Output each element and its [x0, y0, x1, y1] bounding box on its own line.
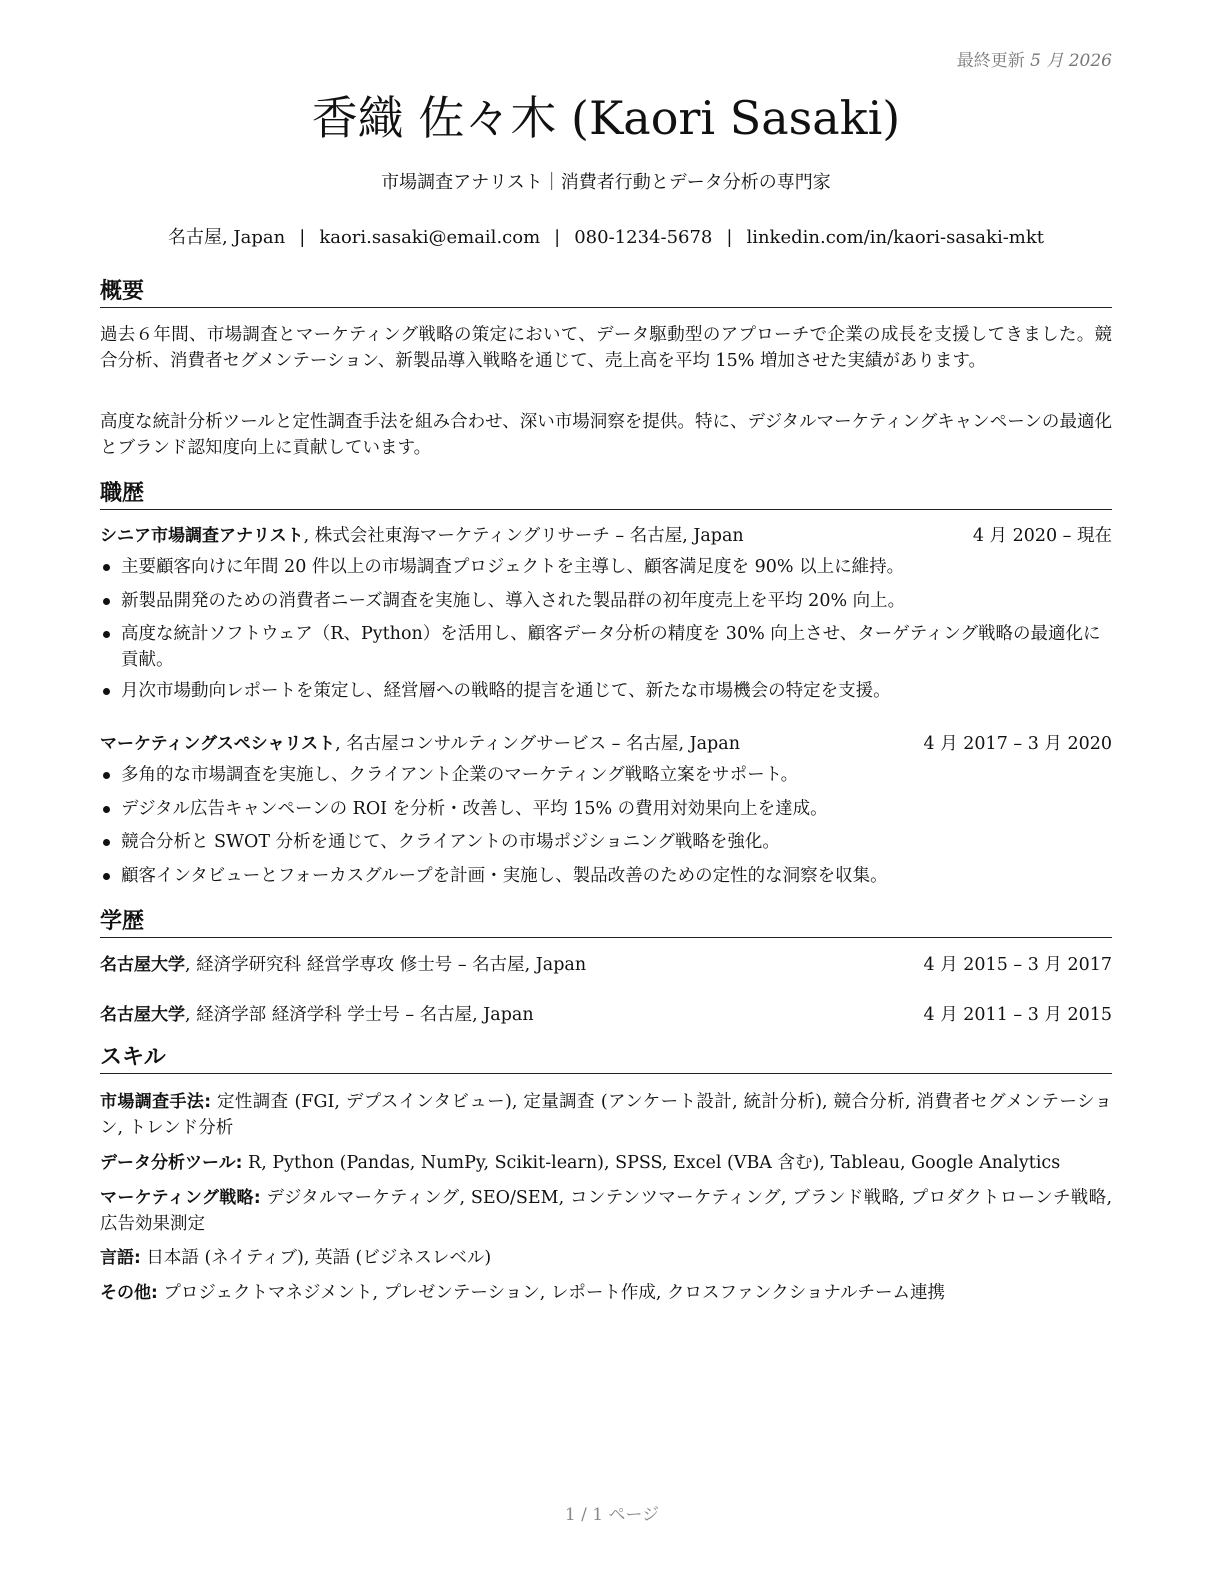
section-title-education: 学歴	[100, 908, 1112, 938]
bullet-text: 新製品開発のための消費者ニーズ調査を実施し、導入された製品群の初年度売上を平均 20% 向上。	[121, 591, 906, 611]
list-item	[100, 554, 1112, 580]
contact-separator: |	[554, 227, 561, 248]
contact-line	[100, 225, 1112, 251]
contact-email[interactable]: kaori.sasaki@email.com	[319, 227, 541, 248]
contact-phone[interactable]: 080-1234-5678	[574, 227, 713, 248]
contact-separator: |	[726, 227, 733, 248]
degree-detail: , 経済学部 経済学科 学士号 – 名古屋, Japan	[185, 1005, 534, 1025]
skill-value: R, Python (Pandas, NumPy, Scikit-learn), SPSS, Excel (VBA 含む), Tableau, Google Analytics	[242, 1153, 1061, 1173]
bullet-text: 主要顧客向けに年間 20 件以上の市場調査プロジェクトを主導し、顧客満足度を 90% 以上に維持。	[121, 557, 905, 577]
school-name: 名古屋大学	[100, 955, 185, 975]
bullet-icon	[103, 806, 110, 813]
candidate-name: 香織 佐々木 (Kaori Sasaki)	[311, 91, 901, 145]
job-role: シニア市場調査アナリスト	[100, 526, 304, 546]
last-updated-date: 5 月 2026	[1030, 51, 1112, 71]
bullet-icon	[103, 772, 110, 779]
skill-value: 定性調査 (FGI, デプスインタビュー), 定量調査 (アンケート設計, 統計分析), 競合分析, 消費者セグメンテーション, トレンド分析	[100, 1092, 1112, 1138]
job-org: , 名古屋コンサルティングサービス – 名古屋, Japan	[335, 734, 740, 754]
last-updated-label: 最終更新	[956, 51, 1025, 71]
job-org: , 株式会社東海マーケティングリサーチ – 名古屋, Japan	[303, 526, 744, 546]
job-header	[100, 731, 1112, 757]
bullet-text: 多角的な市場調査を実施し、クライアント企業のマーケティング戦略立案をサポート。	[121, 765, 799, 785]
skill-value: デジタルマーケティング, SEO/SEM, コンテンツマーケティング, ブランド戦略, プロダクトローンチ戦略, 広告効果測定	[100, 1188, 1113, 1234]
resume-page	[100, 0, 1112, 1584]
list-item	[100, 762, 1112, 788]
last-updated	[957, 46, 1112, 71]
education-row	[100, 952, 1112, 978]
summary-paragraph: 過去６年間、市場調査とマーケティング戦略の策定において、データ駆動型のアプローチで企業の成長を支援してきました。競合分析、消費者セグメンテーション、新製品導入戦略を通じて、売上高を平均 15% 増加させた実績があります。	[100, 325, 1112, 371]
bullet-icon	[103, 564, 110, 571]
skill-label: マーケティング戦略:	[100, 1188, 261, 1208]
section-title-skills: スキル	[100, 1044, 1112, 1074]
degree-detail: , 経済学研究科 経営学専攻 修士号 – 名古屋, Japan	[185, 955, 587, 975]
education-row	[100, 1002, 1112, 1028]
skill-value: プロジェクトマネジメント, プレゼンテーション, レポート作成, クロスファンクショナルチーム連携	[157, 1283, 946, 1303]
tagline: 市場調査アナリスト｜消費者行動とデータ分析の専門家	[381, 172, 831, 193]
bullet-icon	[103, 631, 110, 638]
section-title-experience: 職歴	[100, 480, 1112, 510]
bullet-text: 顧客インタビューとフォーカスグループを計画・実施し、製品改善のための定性的な洞察を収集。	[121, 866, 888, 886]
education-dates: 4 月 2015 – 3 月 2017	[923, 955, 1112, 975]
skill-row	[100, 1089, 1112, 1141]
job-role: マーケティングスペシャリスト	[100, 734, 336, 754]
list-item	[100, 796, 1112, 822]
contact-separator: |	[299, 227, 306, 248]
skill-row	[100, 1245, 1112, 1271]
summary-paragraph: 高度な統計分析ツールと定性調査手法を組み合わせ、深い市場洞察を提供。特に、デジタルマーケティングキャンペーンの最適化とブランド認知度向上に貢献しています。	[100, 412, 1112, 458]
bullet-text: 高度な統計ソフトウェア（R、Python）を活用し、顧客データ分析の精度を 30% 向上させ、ターゲティング戦略の最適化に貢献。	[121, 624, 1101, 670]
skill-label: その他:	[100, 1283, 158, 1303]
skill-label: データ分析ツール:	[100, 1153, 243, 1173]
list-item	[100, 863, 1112, 889]
bullet-icon	[103, 873, 110, 880]
bullet-text: 月次市場動向レポートを策定し、経営層への戦略的提言を通じて、新たな市場機会の特定を支援。	[121, 681, 891, 701]
bullet-text: 競合分析と SWOT 分析を通じて、クライアントの市場ポジショニング戦略を強化。	[121, 832, 780, 852]
skill-row	[100, 1150, 1112, 1176]
contact-linkedin[interactable]: linkedin.com/in/kaori-sasaki-mkt	[746, 227, 1044, 248]
job-dates: 4 月 2020 – 現在	[972, 526, 1112, 546]
list-item	[100, 829, 1112, 855]
skill-label: 市場調査手法:	[100, 1092, 212, 1112]
section-title-summary: 概要	[100, 278, 1112, 308]
skill-row	[100, 1280, 1112, 1306]
skill-label: 言語:	[100, 1248, 141, 1268]
bullet-icon	[103, 688, 110, 695]
school-name: 名古屋大学	[100, 1005, 185, 1025]
skill-value: 日本語 (ネイティブ), 英語 (ビジネスレベル)	[140, 1248, 492, 1268]
list-item	[100, 588, 1112, 614]
job-header	[100, 523, 1112, 549]
bullet-text: デジタル広告キャンペーンの ROI を分析・改善し、平均 15% の費用対効果向上を達成。	[121, 799, 828, 819]
list-item	[100, 621, 1112, 673]
list-item	[100, 678, 1112, 704]
job-dates: 4 月 2017 – 3 月 2020	[923, 734, 1112, 754]
bullet-icon	[103, 839, 110, 846]
bullet-icon	[103, 598, 110, 605]
page-number: 1 / 1 ページ	[564, 1505, 660, 1525]
contact-location: 名古屋, Japan	[167, 227, 286, 248]
skill-row	[100, 1185, 1112, 1237]
education-dates: 4 月 2011 – 3 月 2015	[923, 1005, 1112, 1025]
